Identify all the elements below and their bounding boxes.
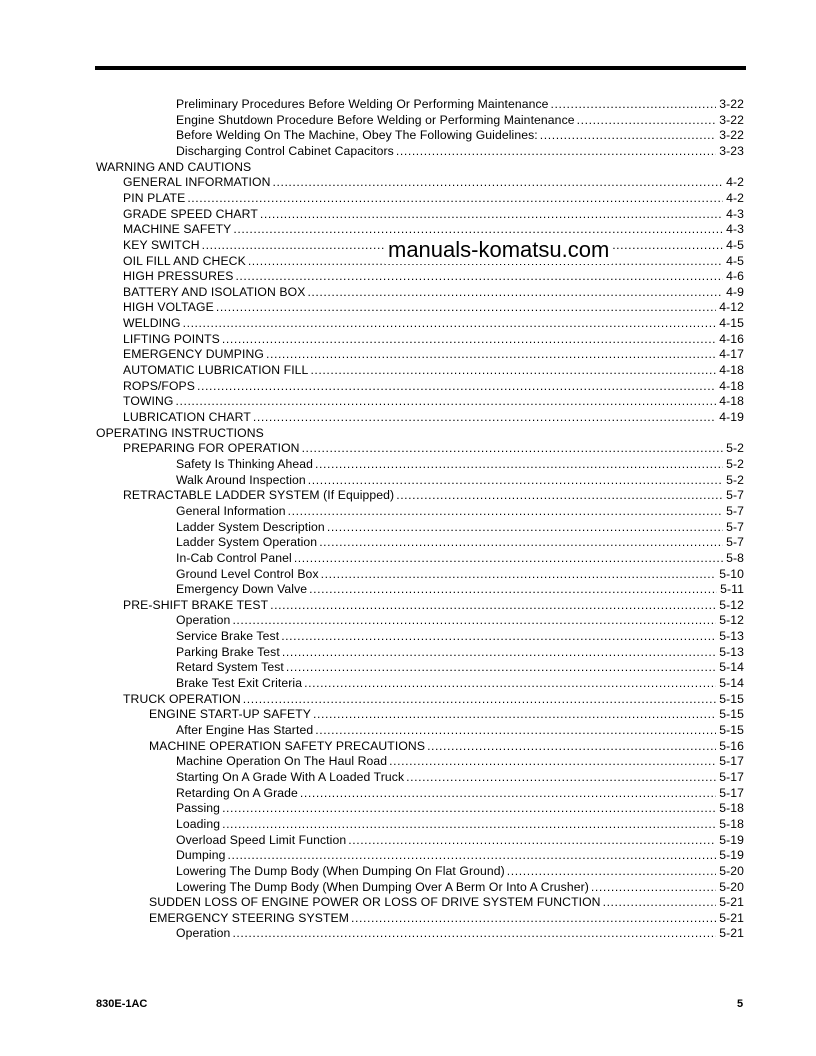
toc-entry-title: BATTERY AND ISOLATION BOX: [123, 284, 306, 299]
toc-entry[interactable]: [123, 315, 744, 331]
dot-leader: [313, 706, 716, 722]
toc-entry-title: Machine Operation On The Haul Road: [176, 754, 388, 769]
dot-leader: [216, 299, 716, 315]
toc-entry-page: 4-3: [726, 222, 744, 237]
toc-entry-page: 4-6: [726, 269, 744, 284]
toc-entry-page: 5-20: [719, 879, 744, 894]
dot-leader: [183, 315, 717, 331]
toc-entry[interactable]: [176, 925, 744, 941]
toc-entry[interactable]: [176, 96, 744, 112]
toc-entry-page: 5-11: [720, 582, 744, 597]
toc-entry[interactable]: [176, 785, 744, 801]
toc-entry-page: 5-17: [719, 754, 744, 769]
dot-leader: [243, 691, 716, 707]
toc-entry-page: 5-15: [719, 723, 744, 737]
toc-entry[interactable]: [176, 143, 744, 159]
toc-entry-page: 5-16: [719, 738, 744, 753]
dot-leader: [577, 112, 717, 128]
toc-entry-title: EMERGENCY DUMPING: [123, 347, 264, 362]
toc-entry[interactable]: [176, 503, 744, 519]
toc-entry[interactable]: [123, 190, 744, 206]
toc-entry-page: 4-17: [719, 347, 744, 362]
toc-entry[interactable]: [123, 362, 744, 378]
watermark: manuals-komatsu.com: [385, 236, 612, 264]
toc-entry-title: Dumping: [176, 848, 226, 863]
dot-leader: [253, 409, 716, 425]
toc-entry-title: KEY SWITCH: [123, 237, 200, 252]
dot-leader: [348, 832, 716, 848]
toc-entry[interactable]: [123, 346, 744, 362]
toc-entry-page: 5-18: [719, 816, 744, 831]
footer-model: 830E-1AC: [96, 998, 148, 1010]
toc-entry-title: Lowering The Dump Body (When Dumping On Flat Ground): [176, 863, 505, 878]
toc-entry-page: 3-22: [719, 97, 744, 111]
toc-section-heading: [96, 425, 266, 441]
dot-leader: [187, 190, 723, 206]
toc-entry-title: Ground Level Control Box: [176, 566, 319, 581]
toc-entry-title: Operation: [176, 926, 231, 941]
toc-entry-title: HIGH VOLTAGE: [123, 300, 214, 315]
dot-leader: [551, 96, 717, 112]
toc-entry-title: AUTOMATIC LUBRICATION FILL: [123, 363, 309, 378]
toc-entry-page: 5-2: [726, 472, 744, 487]
dot-leader: [540, 127, 716, 143]
toc-entry[interactable]: [176, 456, 744, 472]
toc-entry-page: 5-13: [719, 644, 744, 659]
toc-entry[interactable]: [123, 691, 744, 707]
toc-entry-page: 4-12: [719, 300, 744, 315]
dot-leader: [396, 487, 723, 503]
toc-entry-page: 5-14: [719, 660, 744, 675]
toc-entry-title: RETRACTABLE LADDER SYSTEM (If Equipped): [123, 488, 395, 503]
toc-entry-page: 5-12: [719, 597, 744, 612]
dot-leader: [282, 644, 716, 660]
dot-leader: [235, 268, 723, 284]
toc-entry-title: WELDING: [123, 316, 181, 331]
toc-entry-page: 4-2: [726, 190, 744, 205]
toc-entry[interactable]: [176, 879, 744, 895]
toc-entry[interactable]: [176, 127, 744, 143]
dot-leader: [315, 722, 716, 738]
dot-leader: [260, 206, 723, 222]
toc-entry-title: Passing: [176, 801, 221, 816]
toc-entry-title: GRADE SPEED CHART: [123, 206, 258, 221]
dot-leader: [309, 581, 717, 597]
toc-entry-title: Loading: [176, 816, 221, 831]
toc-entry-title: Safety Is Thinking Ahead: [176, 456, 314, 471]
dot-leader: [288, 503, 723, 519]
toc-entry-page: 4-15: [719, 316, 744, 331]
toc-entry[interactable]: [123, 174, 744, 190]
toc-entry-title: WARNING AND CAUTIONS: [96, 159, 252, 174]
toc-entry-page: 5-19: [719, 832, 744, 847]
toc-entry[interactable]: [123, 299, 744, 315]
toc-entry[interactable]: [176, 644, 744, 660]
dot-leader: [603, 894, 717, 910]
toc-entry[interactable]: [176, 112, 744, 128]
dot-leader: [286, 659, 716, 675]
toc-entry[interactable]: [176, 472, 744, 488]
toc-entry-page: 5-21: [719, 910, 744, 925]
toc-entry-title: Brake Test Exit Criteria: [176, 676, 303, 691]
toc-entry-title: LIFTING POINTS: [123, 331, 220, 346]
dot-leader: [232, 925, 716, 941]
toc-entry[interactable]: [123, 206, 744, 222]
toc-entry-title: Preliminary Procedures Before Welding Or Performing Maintenance: [176, 97, 549, 111]
toc-entry-title: General Information: [176, 503, 286, 518]
toc-entry-page: 5-7: [726, 503, 744, 518]
toc-entry[interactable]: [123, 221, 744, 237]
toc-entry[interactable]: [123, 284, 744, 300]
toc-entry[interactable]: [123, 378, 744, 394]
dot-leader: [222, 816, 716, 832]
toc-entry-page: 4-16: [719, 331, 744, 346]
toc-entry-title: Retard System Test: [176, 660, 284, 675]
toc-entry-page: 5-15: [719, 707, 744, 722]
toc-section-heading: [96, 159, 253, 175]
dot-leader: [389, 753, 716, 769]
toc-entry-title: Before Welding On The Machine, Obey The Following Guidelines:: [176, 128, 538, 143]
toc-entry-page: 5-13: [719, 629, 744, 644]
toc-entry-title: Retarding On A Grade: [176, 785, 298, 800]
toc-entry[interactable]: [176, 832, 744, 848]
toc-entry-title: After Engine Has Started: [176, 723, 314, 737]
dot-leader: [222, 800, 716, 816]
toc-entry-page: 4-3: [726, 206, 744, 221]
toc-entry[interactable]: [123, 409, 744, 425]
dot-leader: [281, 628, 716, 644]
toc-entry[interactable]: [176, 769, 744, 785]
toc-entry-page: 5-15: [719, 691, 744, 706]
toc-entry-page: 5-2: [726, 456, 744, 471]
dot-leader: [507, 863, 716, 879]
header-rule: [95, 66, 746, 70]
toc-entry[interactable]: [149, 738, 744, 754]
toc-entry-page: 5-2: [726, 441, 744, 456]
toc-entry-page: 5-8: [726, 550, 744, 565]
toc-entry-title: TRUCK OPERATION: [123, 691, 241, 706]
dot-leader: [308, 472, 723, 488]
toc-entry[interactable]: [176, 550, 744, 566]
toc-entry[interactable]: [176, 847, 744, 863]
dot-leader: [266, 346, 716, 362]
toc-entry-page: 4-5: [726, 237, 744, 252]
dot-leader: [310, 362, 716, 378]
toc-entry[interactable]: [123, 487, 744, 503]
toc-entry[interactable]: [149, 910, 744, 926]
toc-entry[interactable]: [176, 519, 744, 535]
toc-entry-title: Starting On A Grade With A Loaded Truck: [176, 769, 405, 784]
toc-entry-page: 5-18: [719, 801, 744, 816]
dot-leader: [227, 847, 716, 863]
toc-entry[interactable]: [176, 800, 744, 816]
toc-entry-page: 4-19: [719, 410, 744, 424]
toc-entry-title: Walk Around Inspection: [176, 472, 306, 487]
toc-entry-page: 5-20: [719, 863, 744, 878]
toc-entry[interactable]: [176, 566, 744, 582]
toc-entry-page: 5-17: [719, 785, 744, 800]
toc-entry[interactable]: [123, 393, 744, 409]
toc-entry-title: TOWING: [123, 394, 174, 409]
dot-leader: [197, 378, 716, 394]
toc-entry-title: Ladder System Operation: [176, 535, 318, 550]
dot-leader: [175, 393, 716, 409]
toc-entry-title: ENGINE START-UP SAFETY: [149, 707, 312, 722]
toc-entry-page: 4-2: [726, 175, 744, 190]
toc-entry-page: 4-5: [726, 253, 744, 268]
toc-entry-title: Operation: [176, 613, 231, 628]
toc-entry-page: 4-18: [719, 378, 744, 393]
dot-leader: [427, 738, 716, 754]
dot-leader: [591, 879, 716, 895]
dot-leader: [321, 566, 717, 582]
dot-leader: [315, 456, 723, 472]
toc-entry-page: 3-22: [719, 112, 744, 127]
dot-leader: [327, 519, 723, 535]
toc-entry-title: PIN PLATE: [123, 190, 186, 205]
toc-entry[interactable]: [123, 597, 744, 613]
toc-entry-title: Engine Shutdown Procedure Before Welding or Performing Maintenance: [176, 112, 575, 127]
dot-leader: [406, 769, 716, 785]
toc-entry-title: Service Brake Test: [176, 629, 280, 644]
toc-entry[interactable]: [123, 268, 744, 284]
dot-leader: [232, 612, 716, 628]
dot-leader: [294, 550, 723, 566]
toc-entry-page: 5-7: [726, 535, 744, 550]
toc-entry-title: In-Cab Control Panel: [176, 550, 292, 565]
dot-leader: [319, 534, 723, 550]
toc-entry-title: Lowering The Dump Body (When Dumping Over A Berm Or Into A Crusher): [176, 879, 589, 894]
toc-entry-page: 4-9: [726, 284, 744, 299]
dot-leader: [304, 675, 716, 691]
toc-entry[interactable]: [176, 612, 744, 628]
toc-entry-page: 5-21: [719, 926, 744, 941]
dot-leader: [233, 221, 723, 237]
toc-entry[interactable]: [123, 440, 744, 456]
toc-entry[interactable]: [176, 534, 744, 550]
toc-entry[interactable]: [176, 628, 744, 644]
dot-leader: [396, 143, 716, 159]
toc-entry-title: EMERGENCY STEERING SYSTEM: [149, 910, 350, 925]
toc-entry-title: OPERATING INSTRUCTIONS: [96, 425, 264, 440]
toc-entry-title: MACHINE OPERATION SAFETY PRECAUTIONS: [149, 738, 426, 753]
toc-entry-page: 3-23: [719, 143, 744, 158]
toc-entry-title: Ladder System Description: [176, 519, 325, 534]
toc-entry[interactable]: [176, 659, 744, 675]
toc-entry-title: PREPARING FOR OPERATION: [123, 441, 300, 456]
toc-entry-title: Discharging Control Cabinet Capacitors: [176, 143, 394, 158]
toc-entry-page: 5-7: [726, 488, 744, 503]
toc-entry-title: OIL FILL AND CHECK: [123, 253, 246, 268]
toc-entry[interactable]: [149, 706, 744, 722]
dot-leader: [272, 174, 723, 190]
toc-entry-page: 5-10: [719, 566, 744, 581]
toc-entry[interactable]: [176, 675, 744, 691]
dot-leader: [270, 597, 716, 613]
toc-entry-page: 4-18: [719, 363, 744, 378]
dot-leader: [300, 785, 716, 801]
toc-entry-page: 5-7: [726, 519, 744, 534]
toc-entry-page: 5-19: [719, 848, 744, 863]
dot-leader: [307, 284, 723, 300]
toc-entry-title: ROPS/FOPS: [123, 378, 196, 393]
toc-entry-title: Overload Speed Limit Function: [176, 832, 347, 847]
toc-entry-page: 5-12: [719, 613, 744, 628]
dot-leader: [222, 331, 716, 347]
toc-entry[interactable]: [176, 753, 744, 769]
toc-entry-page: 5-21: [719, 895, 744, 910]
dot-leader: [302, 440, 724, 456]
toc-entry-title: PRE-SHIFT BRAKE TEST: [123, 597, 269, 612]
toc-entry-title: MACHINE SAFETY: [123, 222, 232, 237]
toc-entry-page: 3-22: [719, 128, 744, 143]
toc-entry-page: 5-14: [719, 676, 744, 691]
toc-entry[interactable]: [123, 331, 744, 347]
toc-entry-title: HIGH PRESSURES: [123, 269, 234, 284]
toc-entry[interactable]: [149, 894, 744, 910]
toc-entry[interactable]: [176, 581, 744, 597]
footer-page-number: 5: [737, 998, 744, 1010]
toc-entry[interactable]: [176, 863, 744, 879]
toc-entry-title: LUBRICATION CHART: [123, 410, 251, 424]
toc-entry[interactable]: [176, 816, 744, 832]
toc-entry-title: GENERAL INFORMATION: [123, 175, 271, 190]
toc-entry[interactable]: [176, 722, 744, 738]
dot-leader: [351, 910, 716, 926]
toc-entry-title: Emergency Down Valve: [176, 582, 308, 597]
toc-entry-page: 5-17: [719, 769, 744, 784]
toc-entry-title: Parking Brake Test: [176, 644, 280, 659]
toc-entry-page: 4-18: [719, 394, 744, 409]
toc-entry-title: SUDDEN LOSS OF ENGINE POWER OR LOSS OF DRIVE SYSTEM FUNCTION: [149, 895, 601, 910]
